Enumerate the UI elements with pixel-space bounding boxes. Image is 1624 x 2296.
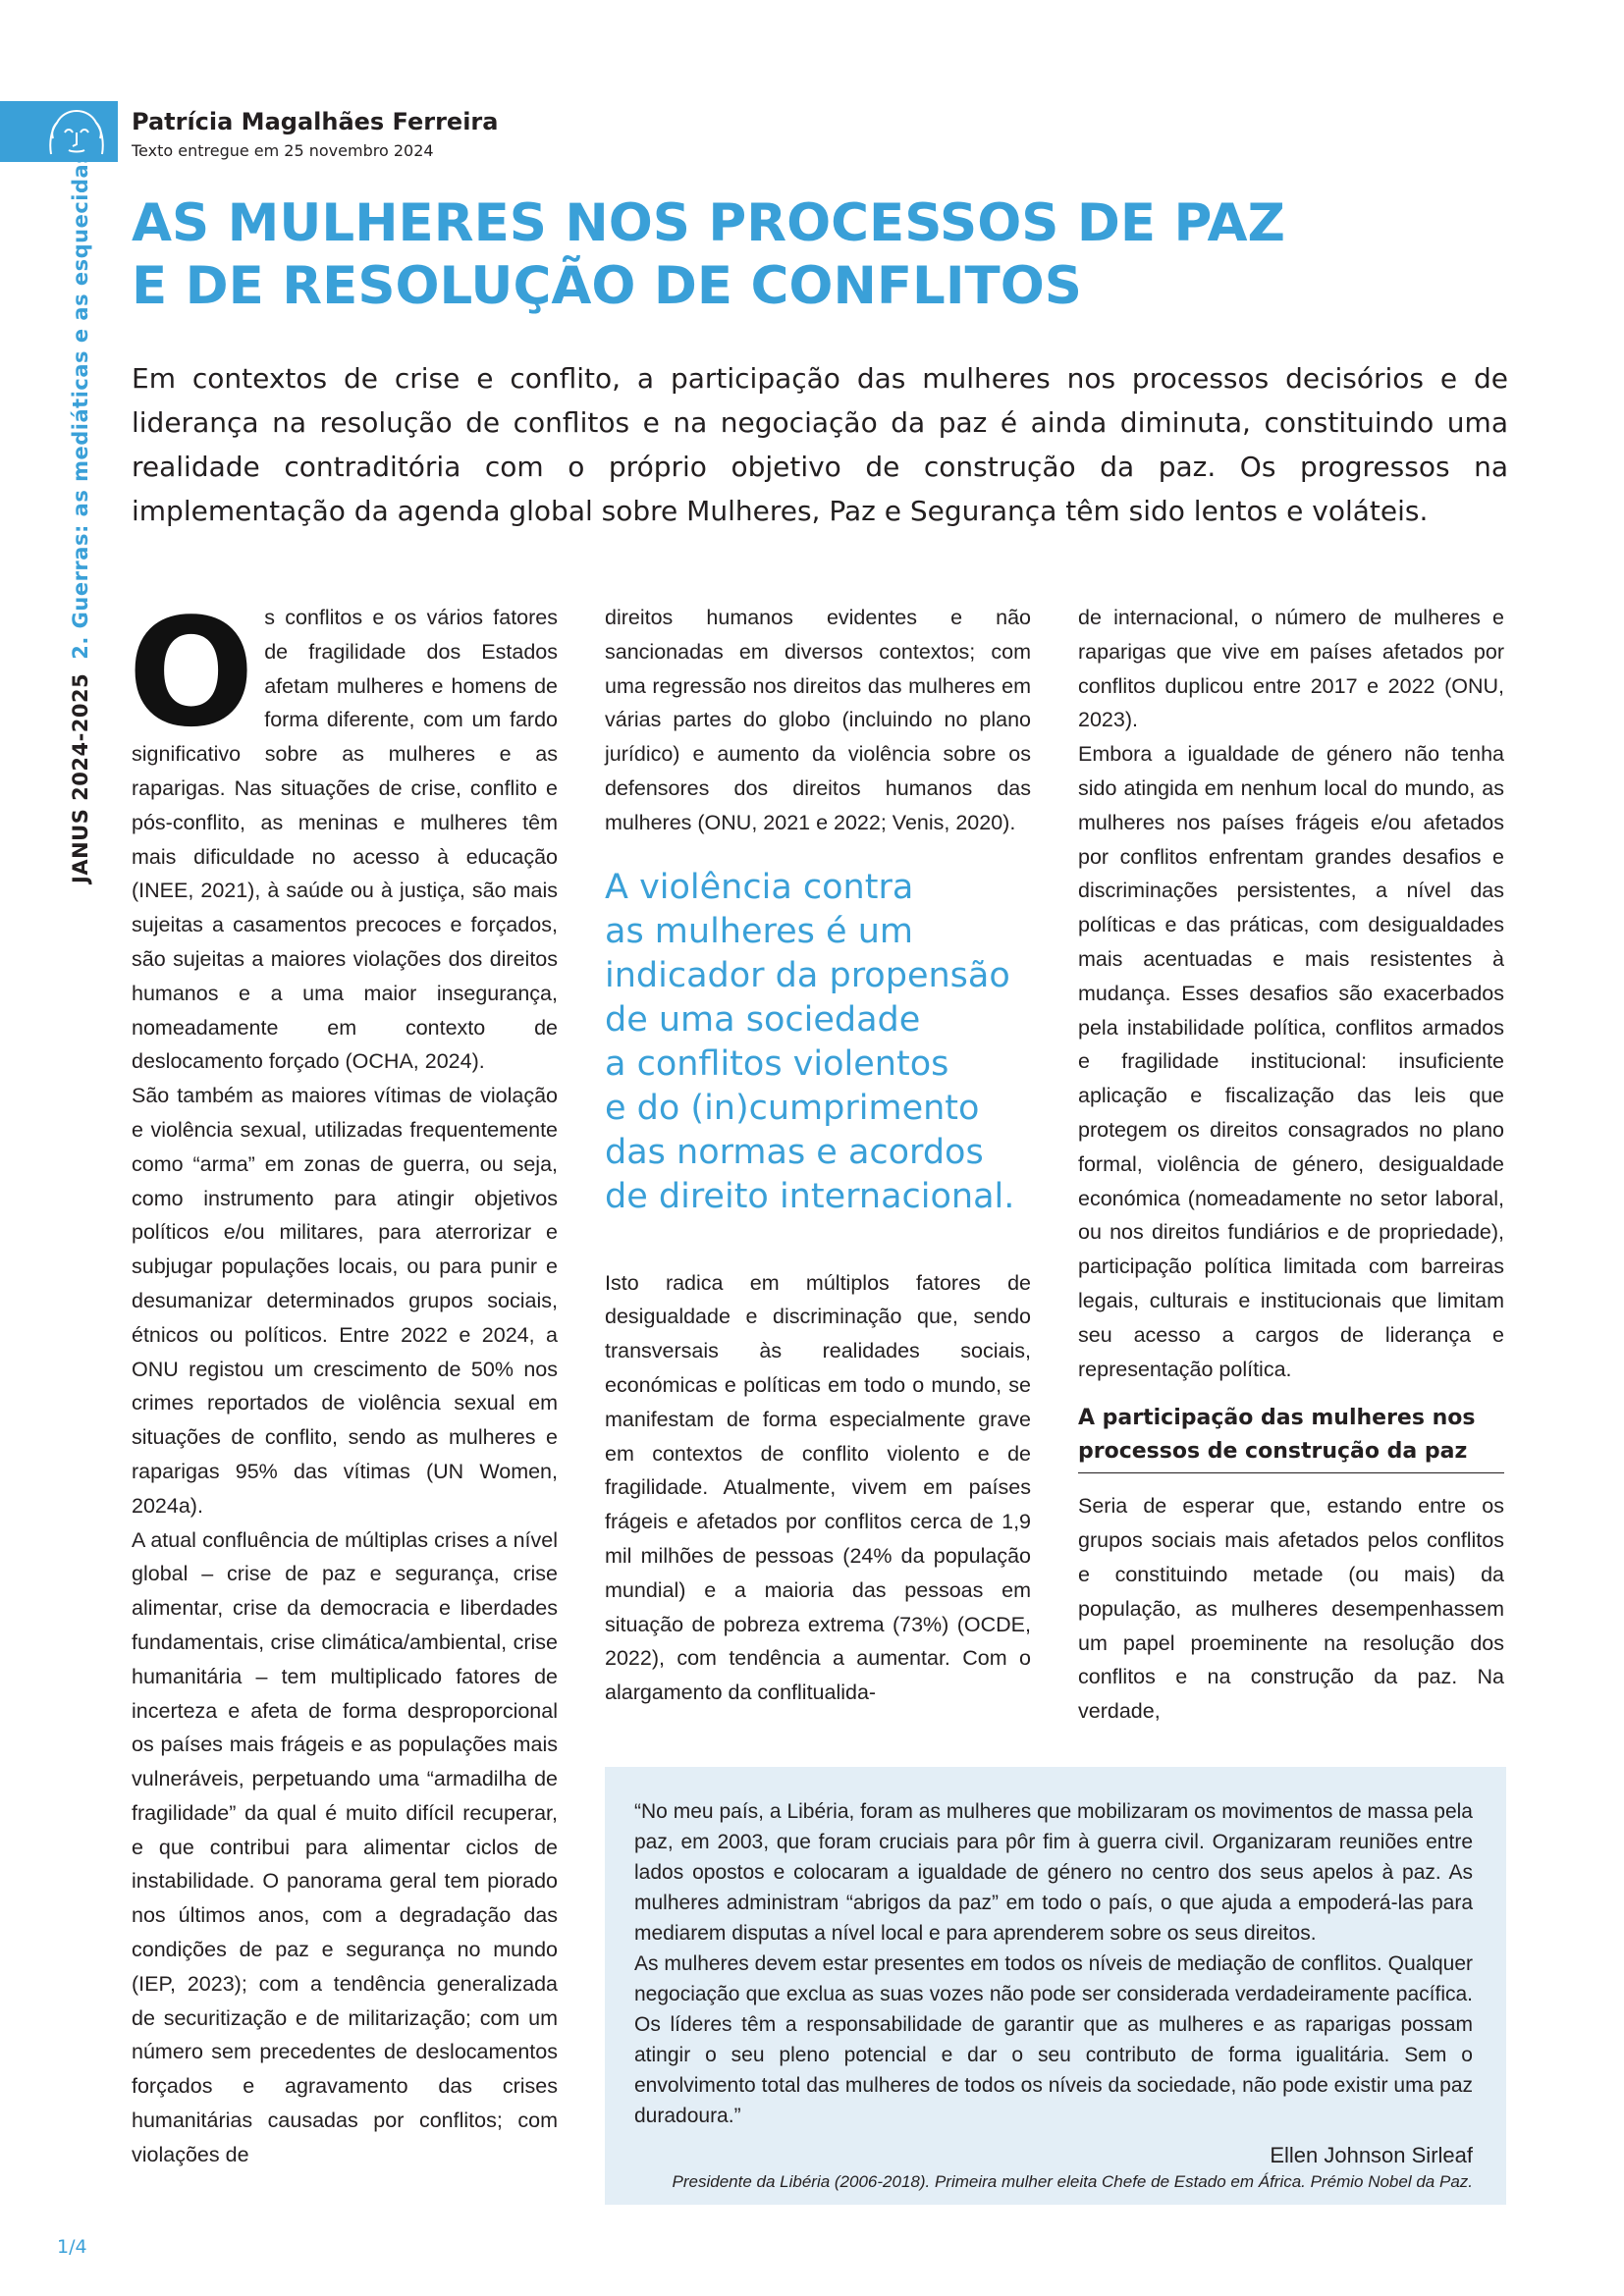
- column-2: [605, 601, 1031, 1710]
- paragraph-text: s conflitos e os vários fatores de fragilidade dos Estados afetam mulheres e homens de forma diferente, com um fardo significativo sobre as mulheres e as raparigas. Nas situações de crise, conflito e pós-conflito, as meninas e mulheres têm mais dificuldade no acesso à educação (INEE, 2021), à saúde ou à justiça, são mais sujeitas a casamentos precoces e forçados, são sujeitas a maiores violações dos direitos humanos e a uma maior insegurança, nomeadamente em contexto de deslocamento forçado (OCHA, 2024).: [132, 606, 558, 1074]
- paragraph: São também as maiores vítimas de violação e violência sexual, utilizadas frequentemente como “arma” em zonas de guerra, ou seja, como instrumento para atingir objetivos políticos e/ou militares, para aterrorizar e subjugar populações locais, ou para punir e desumanizar determinados grupos sociais, étnicos ou políticos. Entre 2022 e 2024, a ONU registou um crescimento de 50% nos crimes reportados de violência sexual em situações de conflito, sendo as mulheres e raparigas 95% das vítimas (UN Women, 2024a).: [132, 1084, 558, 1518]
- author-name: Patrícia Magalhães Ferreira: [132, 108, 499, 135]
- quote-paragraph: As mulheres devem estar presentes em todos os níveis de mediação de conflitos. Qualquer negociação que exclua as suas vozes não pode ser considerada verdadeiramente pacífica. Os líderes têm a responsabilidade de garantir que as mulheres e as raparigas possam atingir o seu pleno potencial e dar o seu contributo de forma igualitária. Sem o envolvimento total das mulheres de todos os níveis da sociedade, não pode existir uma paz duradoura.”: [634, 1952, 1473, 2127]
- quote-box: [605, 1767, 1506, 2205]
- paragraph: de internacional, o número de mulheres e raparigas que vive em países afetados por conflitos duplicou entre 2017 e 2022 (ONU, 2023).: [1078, 606, 1504, 732]
- janus-logo: [0, 101, 118, 162]
- quote-author-role: Presidente da Libéria (2006-2018). Primeira mulher eleita Chefe de Estado em África. Prémio Nobel da Paz.: [672, 2172, 1473, 2191]
- title-line-2: E DE RESOLUÇÃO DE CONFLITOS: [132, 256, 1082, 316]
- paragraph: Embora a igualdade de género não tenha sido atingida em nenhum local do mundo, as mulheres nos países frágeis e/ou afetados por conflitos enfrentam grandes desafios e discriminações persistentes, a nível das políticas e das práticas, com desigualdades mais acentuadas e mais resistentes à mudança. Esses desafios são exacerbados pela instabilidade política, conflitos armados e fragilidade institucional: insuficiente aplicação e fiscalização das leis que protegem os direitos consagrados no plano formal, violência de género, desigualdade económica (nomeadamente no setor laboral, ou nos direitos fundiários e de propriedade), participação política limitada com barreiras legais, culturais e institucionais que limitam seu acesso a cargos de liderança e representação política.: [1078, 742, 1504, 1381]
- pull-quote-line: e do (in)cumprimento: [605, 1088, 980, 1128]
- pull-quote-line: de direito internacional.: [605, 1176, 1015, 1216]
- quote-paragraph: “No meu país, a Libéria, foram as mulheres que mobilizaram os movimentos de massa pela paz, em 2003, que foram cruciais para pôr fim à guerra civil. Organizaram reuniões entre lados opostos e colocaram a igualdade de género no centro dos seus apelos à paz. As mulheres administram “abrigos da paz” em todo o país, o que ajuda a empoderá-las para mediarem disputas a nível local e para aprenderem sobre os seus direitos.: [634, 1800, 1473, 1945]
- pull-quote-line: de uma sociedade: [605, 999, 921, 1040]
- article-lead: Em contextos de crise e conflito, a participação das mulheres nos processos decisórios e de liderança na resolução de conflitos e na negociação da paz é ainda diminuta, constituindo uma realidade contraditória com o próprio objetivo de construção da paz. Os progressos na implementação da agenda global sobre Mulheres, Paz e Segurança têm sido lentos e voláteis.: [132, 362, 1508, 527]
- paragraph: direitos humanos evidentes e não sancionadas em diversos contextos; com uma regressão nos direitos das mulheres em várias partes do globo (incluindo no plano jurídico) e aumento da violência sobre os defensores dos direitos humanos das mulheres (ONU, 2021 e 2022; Venis, 2020).: [605, 606, 1031, 834]
- side-section: 2. Guerras: as mediáticas e as esquecidas: [69, 150, 92, 660]
- section-heading: A participação das mulheres nos processos de construção da paz: [1078, 1402, 1504, 1473]
- side-label: [69, 150, 92, 884]
- paragraph: Seria de esperar que, estando entre os grupos sociais mais afetados pelos conflitos e constituindo metade (ou mais) da população, as mulheres desempenhassem um papel proeminente na resolução dos conflitos e na construção da paz. Na verdade,: [1078, 1494, 1504, 1724]
- pull-quote-line: as mulheres é um: [605, 911, 913, 951]
- drop-cap: O: [128, 586, 255, 760]
- pull-quote-line: A violência contra: [605, 867, 914, 907]
- quote-author: Ellen Johnson Sirleaf: [1270, 2143, 1473, 2167]
- article-title: [132, 192, 1545, 318]
- column-3: [1078, 601, 1504, 1729]
- title-line-1: AS MULHERES NOS PROCESSOS DE PAZ: [132, 193, 1285, 253]
- delivered-date: Texto entregue em 25 novembro 2024: [132, 141, 434, 160]
- side-journal: JANUS 2024-2025: [69, 672, 92, 883]
- page-number: 1/4: [57, 2236, 87, 2258]
- paragraph: Isto radica em múltiplos fatores de desigualdade e discriminação que, sendo transversais às realidades sociais, económicas e políticas em todo o mundo, se manifestam de forma especialmente grave em contextos de conflito violento e de fragilidade. Atualmente, vivem em países frágeis e afetados por conflitos cerca de 1,9 mil milhões de pessoas (24% da população mundial) e a maioria das pessoas em situação de pobreza extrema (73%) (OCDE, 2022), com tendência a aumentar. Com o alargamento da conflitualida-: [605, 1270, 1031, 1705]
- pull-quote-line: indicador da propensão: [605, 955, 1010, 995]
- pull-quote: [605, 866, 1031, 1219]
- paragraph: [128, 586, 558, 1079]
- pull-quote-line: a conflitos violentos: [605, 1043, 949, 1084]
- pull-quote-line: das normas e acordos: [605, 1132, 984, 1172]
- column-1: [128, 586, 558, 2172]
- paragraph: A atual confluência de múltiplas crises a nível global – crise de paz e segurança, crise alimentar, crise da democracia e liberdades fundamentais, crise climática/ambiental, crise humanitária – tem multiplicado fatores de incerteza e afeta de forma desproporcional os países mais frágeis e as populações mais vulneráveis, perpetuando uma “armadilha de fragilidade” da qual é muito difícil recuperar, e que contribui para alimentar ciclos de instabilidade. O panorama geral tem piorado nos últimos anos, com a degradação das condições de paz e segurança no mundo (IEP, 2023); com a tendência generalizada de securitização e de militarização; com um número sem precedentes de deslocamentos forçados e agravamento das crises humanitárias causadas por conflitos; com violações de: [132, 1527, 558, 2166]
